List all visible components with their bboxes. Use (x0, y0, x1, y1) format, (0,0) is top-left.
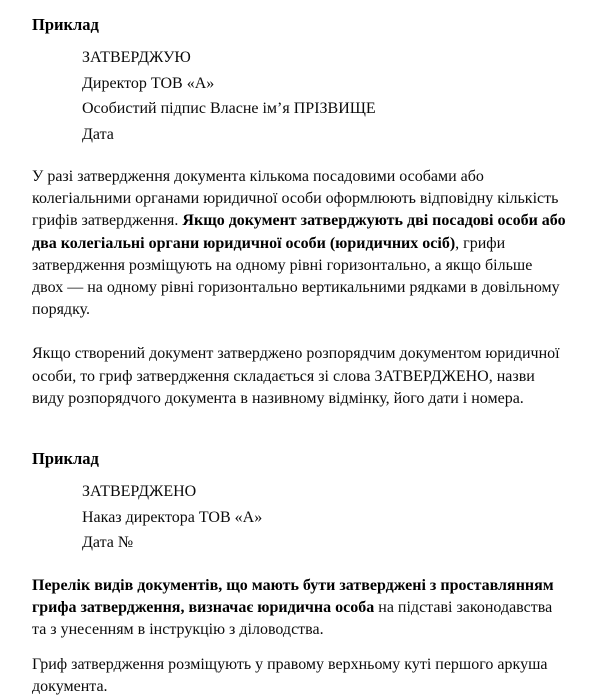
example-1-line-approval-word: ЗАТВЕРДЖУЮ (82, 49, 191, 66)
example-1-line-position: Директор ТОВ «А» (82, 74, 215, 92)
example-2-line-date-number: Дата № (82, 534, 134, 552)
paragraph-1-bold-clause: Якщо документ затверджують дві посадові особи або два колегіальні органи юридичної особи (юридичних осіб) (32, 212, 566, 252)
example-block-2 (32, 479, 566, 556)
paragraph-3-bold-clause: Перелік видів документів, що мають бути затверджені з проставлянням грифа затвердження, визначає юридична особа (32, 576, 554, 616)
example-heading-1: Приклад (32, 15, 99, 34)
example-1-line-date: Дата (82, 125, 114, 143)
paragraph-4: Гриф затвердження розміщують у правому верхньому куті першого аркуша документа. (32, 656, 548, 696)
paragraph-1-part-3: , грифи затвердження розміщують на одному рівні горизонтально, а якщо більше двох — на одному рівні горизонтально вертикальними рядками в довільному порядку. (32, 234, 560, 319)
paragraph-1 (32, 166, 566, 321)
paragraph-1-part-1: У разі затвердження документа кількома посадовими особами або колегіальними органами юридичної особи оформлюють відповідну кількість грифів затвердження. (32, 168, 559, 230)
example-2-line-order: Наказ директора ТОВ «А» (82, 508, 263, 526)
paragraph-2: Якщо створений документ затверджено розпорядчим документом юридичної особи, то гриф затвердження складається зі слова ЗАТВЕРДЖЕНО, назви виду розпорядчого документа в називному відмінку, його дати і номера. (32, 345, 560, 407)
example-2-line-approved-word: ЗАТВЕРДЖЕНО (82, 483, 197, 501)
paragraph-3 (32, 575, 566, 642)
paragraph-3-part-2: на підставі законодавства та з унесенням в інструкцію з діловодства. (32, 598, 553, 638)
example-heading-2: Приклад (32, 449, 99, 469)
example-block-1 (32, 45, 566, 147)
example-1-line-signature: Особистий підпис Власне ім’я ПРІЗВИЩЕ (82, 100, 376, 117)
